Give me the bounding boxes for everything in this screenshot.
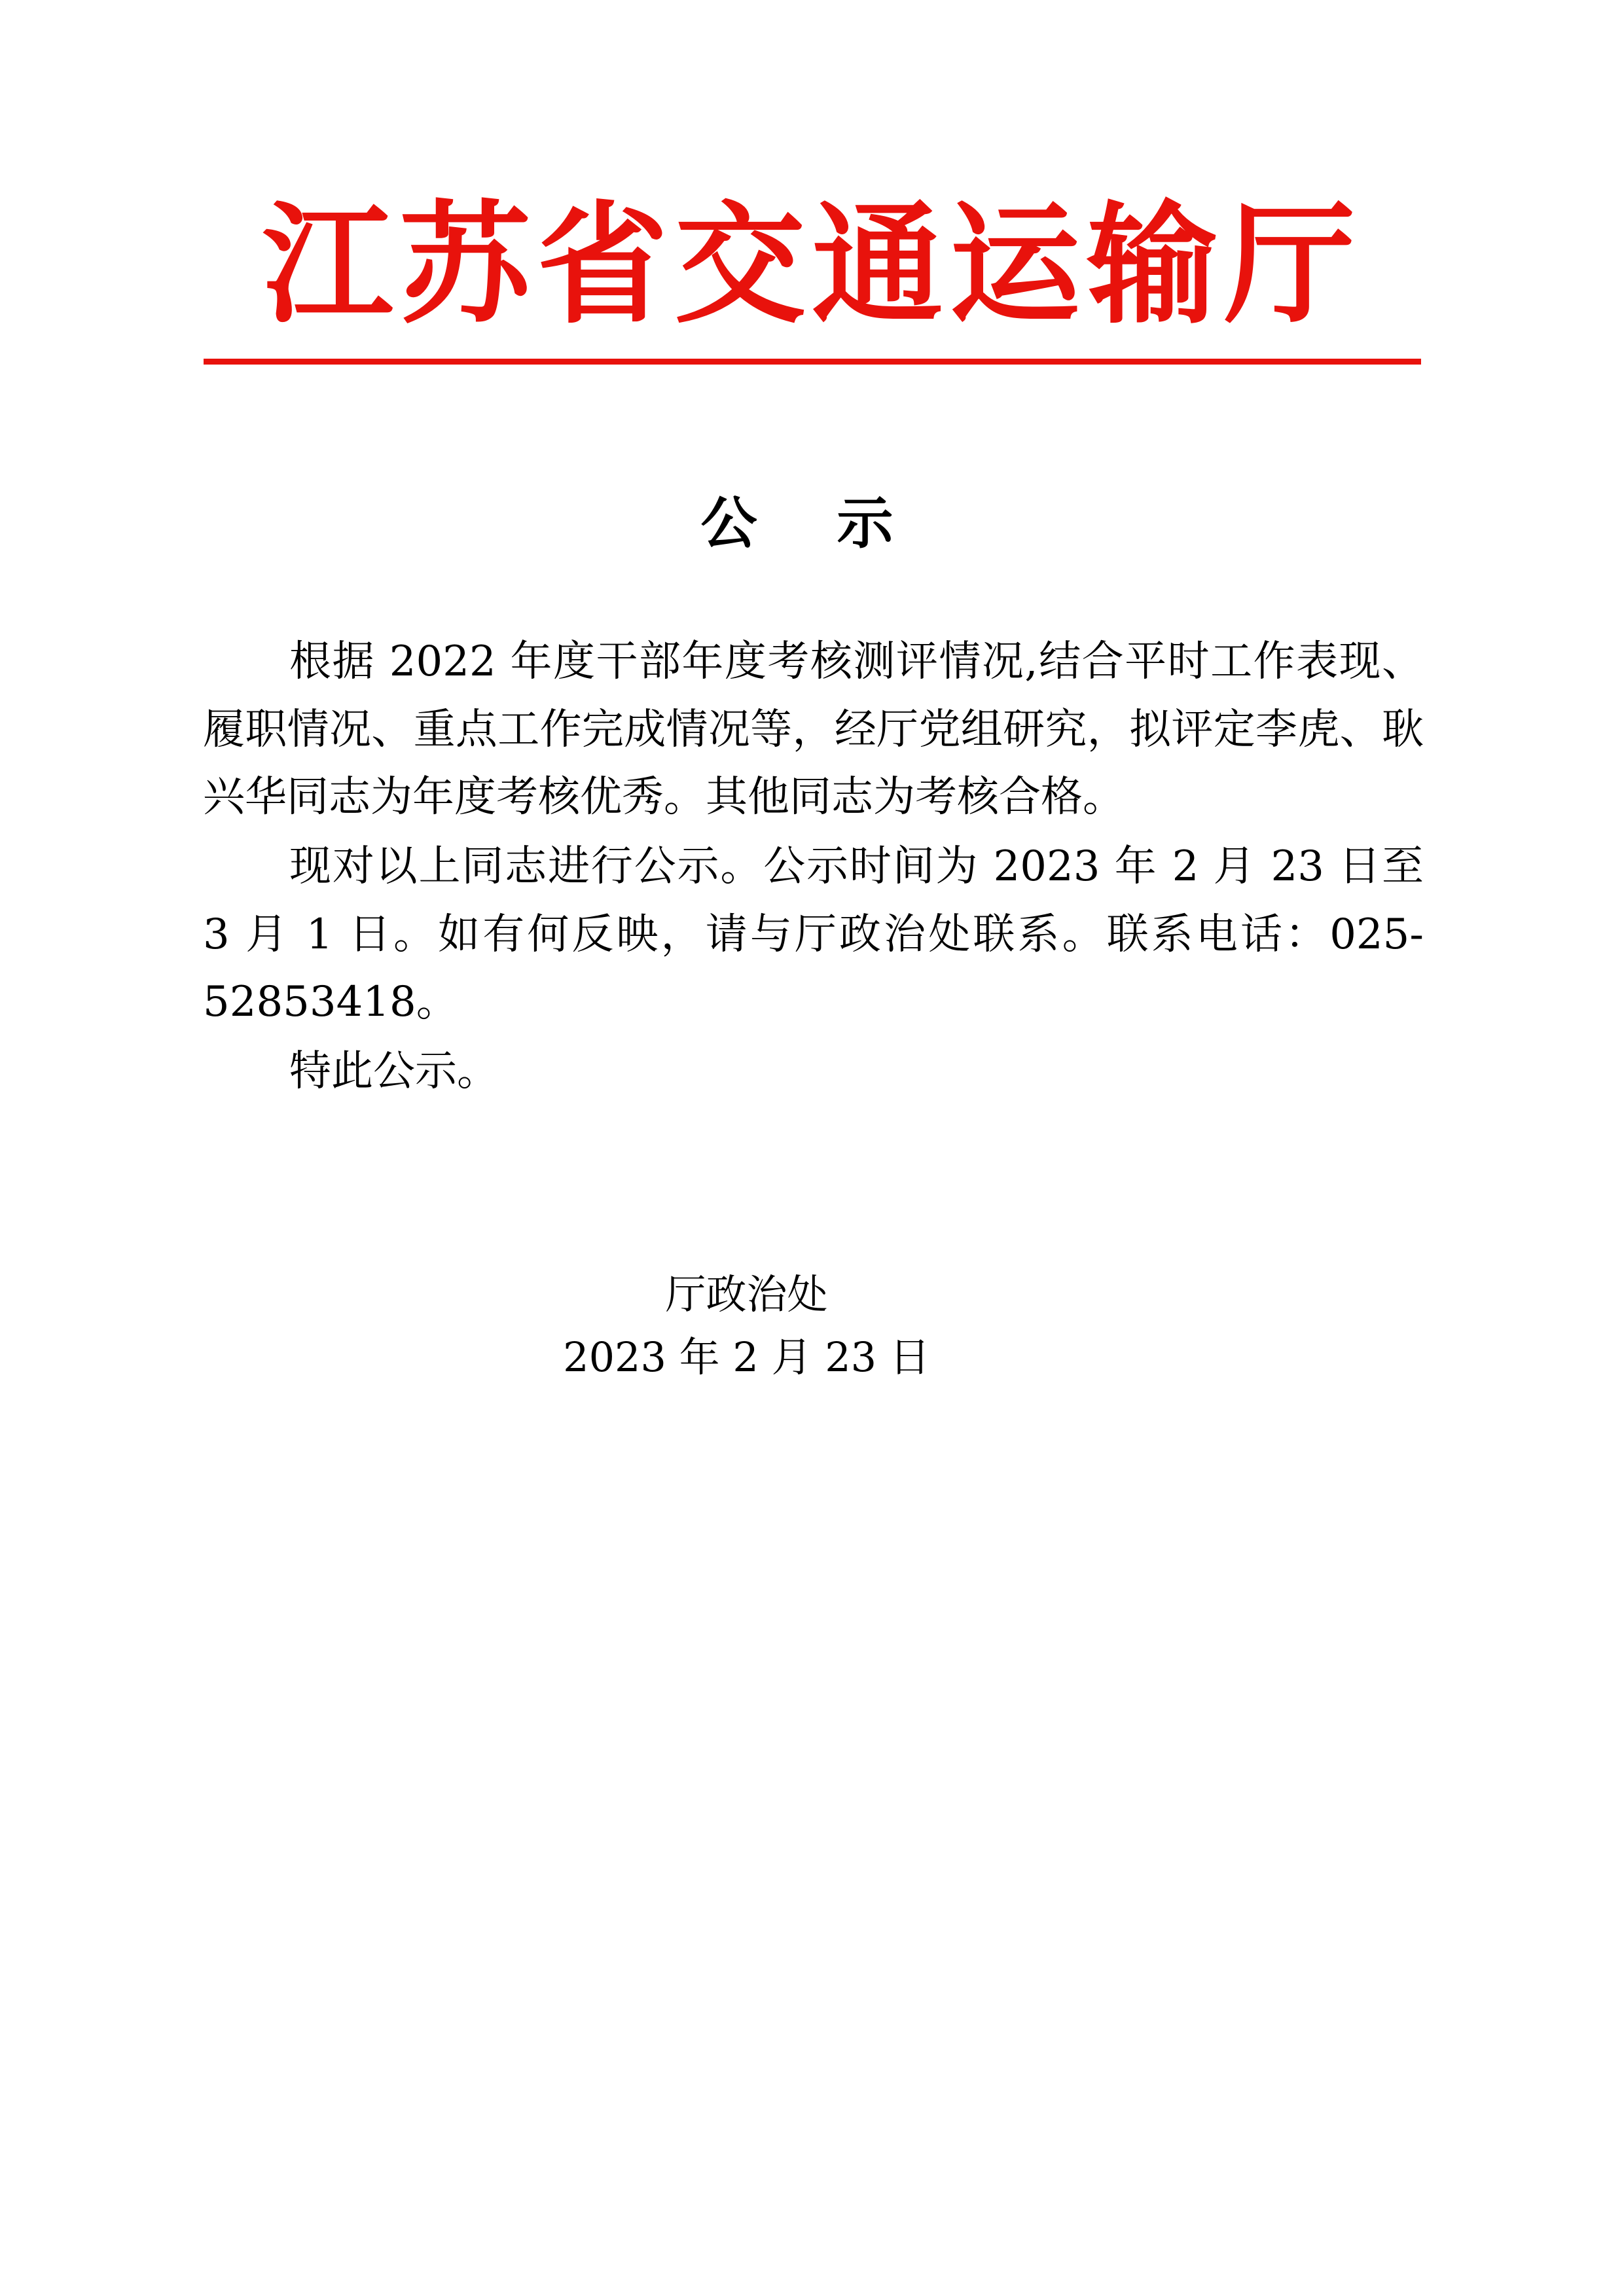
body-paragraph-2: 现对以上同志进行公示。公示时间为 2023 年 2 月 23 日至 3 月 1 日。如有何反映，请与厅政治处联系。联系电话：025-52853418。 (203, 842, 1424, 1027)
issuing-authority-title: 江苏省交通运输厅 (262, 188, 1362, 342)
body-paragraph-3: 特此公示。 (289, 1047, 499, 1096)
document-type-heading: 公 示 (700, 490, 924, 556)
signature-block (0, 1263, 1624, 1389)
body-paragraph-1: 根据 2022 年度干部年度考核测评情况,结合平时工作表现、履职情况、重点工作完成情况等，经厅党组研究，拟评定李虎、耿兴华同志为年度考核优秀。其他同志为考核合格。 (203, 637, 1424, 822)
masthead (0, 188, 1624, 365)
signature-department: 厅政治处 (665, 1270, 828, 1318)
masthead-divider-rule (204, 359, 1421, 365)
signature-date: 2023 年 2 月 23 日 (563, 1333, 930, 1382)
document-body (203, 628, 1424, 1107)
